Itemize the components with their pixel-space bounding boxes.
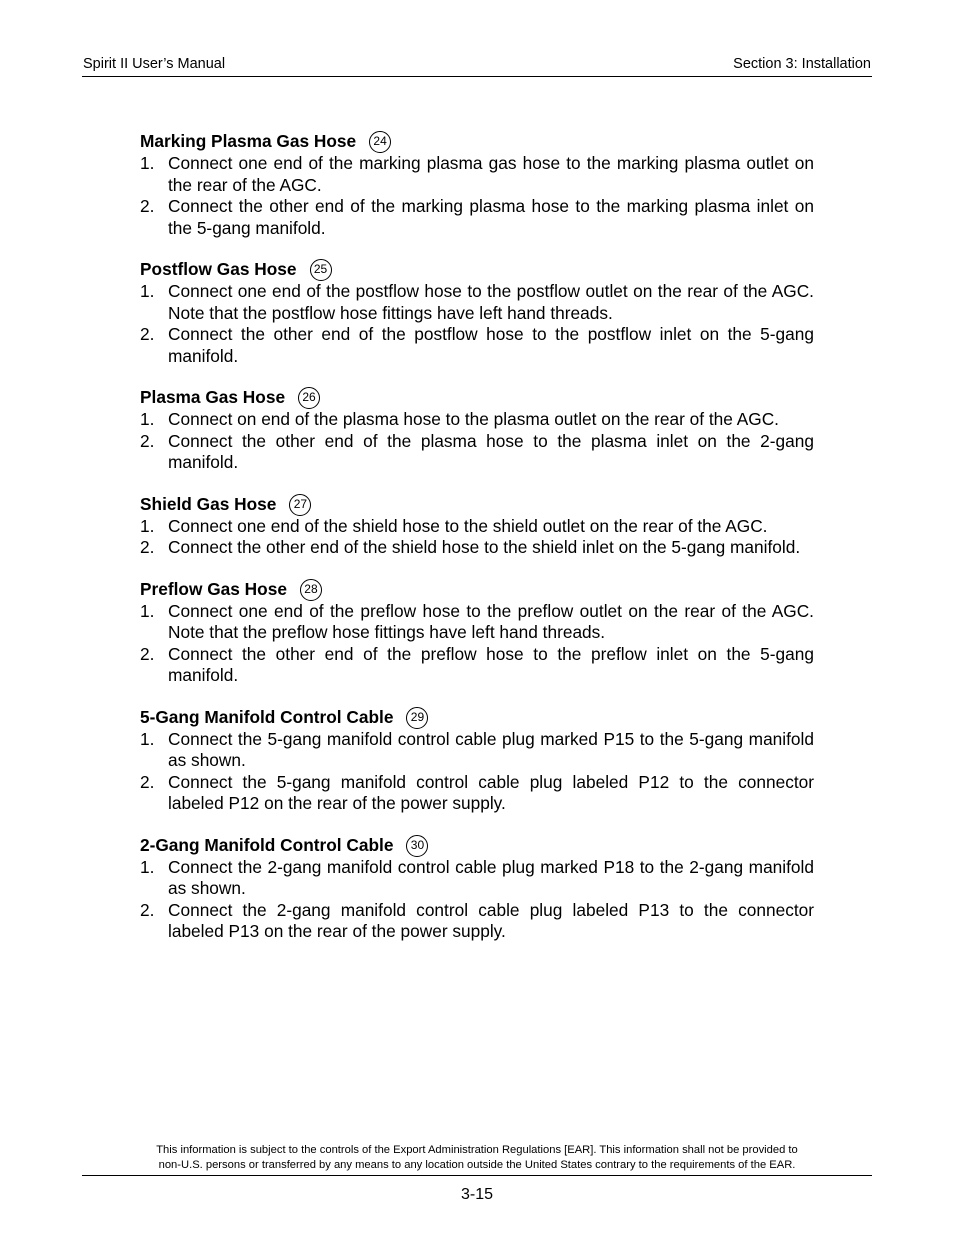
step-list [140,153,814,239]
section-5-gang-manifold-control-cable [140,707,814,815]
step-list [140,516,814,559]
step-number: 1. [140,600,155,621]
export-control-notice [82,1143,872,1173]
step-text: Connect one end of the shield hose to the shield outlet on the rear of the AGC. [168,515,768,536]
step-item [140,281,814,324]
step-item [140,516,814,538]
section-2-gang-manifold-control-cable [140,835,814,943]
section-title: Shield Gas Hose [140,493,277,514]
step-number: 2. [140,430,155,451]
section-plasma-gas-hose [140,387,814,474]
step-number: 2. [140,771,155,792]
callout-number-badge: 27 [289,494,311,516]
section-marking-plasma-gas-hose [140,131,814,239]
step-item [140,409,814,431]
step-text: Connect the 5-gang manifold control cable plug labeled P12 to the connector labeled P12 on the rear of the power supply. [168,771,814,813]
section-title: Postflow Gas Hose [140,259,297,280]
step-item [140,196,814,239]
step-text: Connect the other end of the plasma hose to the plasma inlet on the 2-gang manifold. [168,430,814,472]
section-preflow-gas-hose [140,579,814,687]
header-section-title: Section 3: Installation [733,56,871,72]
step-number: 2. [140,899,155,920]
section-title: Plasma Gas Hose [140,387,286,408]
step-text: Connect the other end of the marking plasma hose to the marking plasma inlet on the 5-gang manifold. [168,196,814,238]
step-list [140,281,814,367]
callout-number-badge: 28 [300,579,322,601]
section-heading [140,259,814,281]
step-item [140,153,814,196]
section-title: 5-Gang Manifold Control Cable [140,706,394,727]
section-title: Preflow Gas Hose [140,578,287,599]
section-heading [140,835,814,857]
footer-divider [82,1175,872,1176]
step-item [140,857,814,900]
step-list [140,857,814,943]
page-content [140,131,814,963]
section-postflow-gas-hose [140,259,814,367]
export-notice-line-2: non-U.S. persons or transferred by any means to any location outside the United States contrary to the requirements of the EAR. [158,1159,796,1171]
step-text: Connect on end of the plasma hose to the plasma outlet on the rear of the AGC. [168,409,779,429]
step-text: Connect the other end of the preflow hose to the preflow inlet on the 5-gang manifold. [168,643,814,685]
step-number: 2. [140,643,155,664]
section-title: 2-Gang Manifold Control Cable [140,834,394,855]
step-number: 1. [140,409,155,429]
callout-number-badge: 24 [369,131,391,153]
step-item [140,537,814,559]
step-number: 2. [140,324,155,344]
header-manual-title: Spirit II User’s Manual [83,56,226,72]
step-text: Connect the 2-gang manifold control cable plug marked P18 to the 2-gang manifold as shown. [168,856,814,898]
callout-number-badge: 26 [298,387,320,409]
section-title: Marking Plasma Gas Hose [140,131,357,152]
step-text: Connect the other end of the postflow hose to the postflow inlet on the 5-gang manifold. [168,324,814,366]
step-list [140,409,814,474]
step-item [140,729,814,772]
callout-number-badge: 29 [406,707,428,729]
page-number: 3-15 [460,1186,494,1203]
step-item [140,431,814,474]
step-list [140,601,814,687]
section-heading [140,707,814,729]
section-heading [140,579,814,601]
step-number: 2. [140,537,155,557]
step-text: Connect one end of the preflow hose to the preflow outlet on the rear of the AGC. Note that the preflow hose fittings have left hand threads. [168,600,814,642]
header-divider [82,76,872,77]
step-list [140,729,814,815]
export-notice-line-1: This information is subject to the controls of the Export Administration Regulations [EAR]. This information shall not be provided to [156,1144,798,1156]
step-item [140,601,814,644]
section-heading [140,494,814,516]
step-text: Connect the 5-gang manifold control cable plug marked P15 to the 5-gang manifold as shown. [168,728,814,770]
step-number: 1. [140,281,155,301]
section-heading [140,387,814,409]
section-shield-gas-hose [140,494,814,559]
section-heading [140,131,814,153]
step-text: Connect one end of the marking plasma gas hose to the marking plasma outlet on the rear of the AGC. [168,153,814,195]
step-item [140,772,814,815]
step-text: Connect the other end of the shield hose to the shield inlet on the 5-gang manifold. [168,537,801,557]
step-number: 2. [140,196,155,216]
step-text: Connect one end of the postflow hose to the postflow outlet on the rear of the AGC. Note that the postflow hose fittings have left hand threads. [168,281,814,323]
step-number: 1. [140,728,155,749]
step-text: Connect the 2-gang manifold control cable plug labeled P13 to the connector labeled P13 on the rear of the power supply. [168,899,814,941]
step-item [140,644,814,687]
step-item [140,324,814,367]
step-number: 1. [140,153,155,173]
callout-number-badge: 25 [310,259,332,281]
step-number: 1. [140,515,155,536]
step-number: 1. [140,856,155,877]
step-item [140,900,814,943]
callout-number-badge: 30 [406,835,428,857]
